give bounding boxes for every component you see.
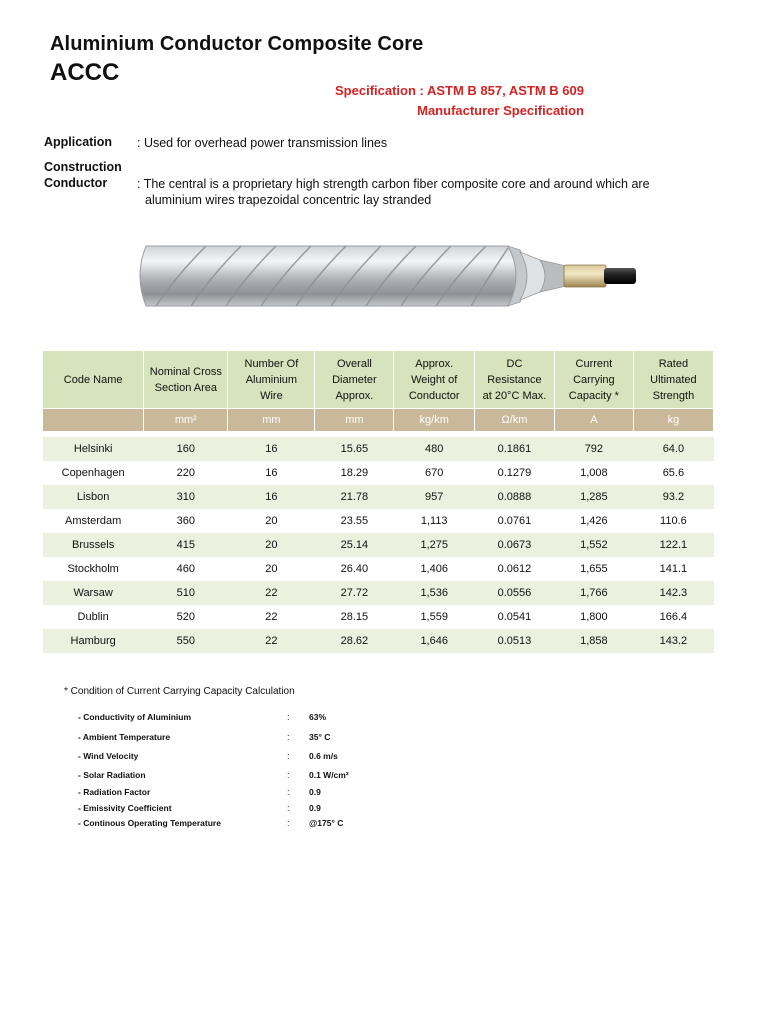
condition-separator: :	[287, 712, 290, 722]
condition-label: - Emissivity Coefficient	[78, 803, 172, 813]
table-units-row	[43, 408, 714, 431]
specification-line: Specification : ASTM B 857, ASTM B 609	[335, 83, 584, 98]
column-header-weight: Approx. Weight of Conductor	[394, 351, 475, 408]
table-row	[43, 509, 714, 533]
condition-value: 0.9	[309, 787, 321, 797]
table-row	[43, 605, 714, 629]
table-cell: 670	[394, 461, 475, 485]
condition-label: - Solar Radiation	[78, 770, 146, 780]
manufacturer-specification: Manufacturer Specification	[417, 103, 584, 118]
table-row	[43, 581, 714, 605]
condition-separator: :	[287, 770, 290, 780]
table-cell: 160	[144, 437, 228, 461]
table-cell: 520	[144, 605, 228, 629]
table-cell: 16	[228, 437, 315, 461]
table-cell: 1,008	[555, 461, 634, 485]
table-cell: 310	[144, 485, 228, 509]
table-cell: 141.1	[634, 557, 714, 581]
column-header-diameter: Overall Diameter Approx.	[315, 351, 394, 408]
table-row	[43, 437, 714, 461]
table-cell: 0.1861	[475, 437, 555, 461]
table-cell: 0.0673	[475, 533, 555, 557]
unit-cell: kg/km	[394, 408, 475, 431]
table-cell: 22	[228, 581, 315, 605]
table-cell: 0.0761	[475, 509, 555, 533]
table-cell: 1,113	[394, 509, 475, 533]
column-header-wire-count: Number Of Aluminium Wire	[228, 351, 315, 408]
table-cell: 0.0888	[475, 485, 555, 509]
table-cell: 20	[228, 509, 315, 533]
table-cell: 1,285	[555, 485, 634, 509]
column-header-rated-strength: Rated Ultimated Strength	[634, 351, 714, 408]
table-cell: 0.0556	[475, 581, 555, 605]
conductor-label: Conductor	[44, 176, 108, 190]
table-cell: 22	[228, 629, 315, 653]
table-cell: 166.4	[634, 605, 714, 629]
table-header-row	[43, 351, 714, 408]
document-subtitle: ACCC	[50, 59, 120, 86]
unit-cell: Ω/km	[475, 408, 555, 431]
table-cell: 25.14	[315, 533, 394, 557]
condition-value: 0.6 m/s	[309, 751, 338, 761]
condition-label: - Ambient Temperature	[78, 732, 171, 742]
table-cell: 110.6	[634, 509, 714, 533]
condition-value: 63%	[309, 712, 327, 722]
cable-illustration	[136, 236, 646, 316]
table-row	[43, 533, 714, 557]
table-cell: 0.0612	[475, 557, 555, 581]
table-row	[43, 485, 714, 509]
construction-label: Construction	[44, 160, 122, 174]
conductor-spec-table	[43, 351, 714, 653]
table-cell: 18.29	[315, 461, 394, 485]
application-text: : Used for overhead power transmission lines	[137, 136, 388, 150]
condition-value: 0.9	[309, 803, 321, 813]
table-cell: 0.0513	[475, 629, 555, 653]
table-cell: 21.78	[315, 485, 394, 509]
table-cell: 1,552	[555, 533, 634, 557]
column-header-cross-section: Nominal Cross Section Area	[144, 351, 228, 408]
table-cell: 792	[555, 437, 634, 461]
table-cell: 1,800	[555, 605, 634, 629]
table-cell: 0.1279	[475, 461, 555, 485]
condition-separator: :	[287, 803, 290, 813]
unit-cell: mm	[228, 408, 315, 431]
table-cell: 15.65	[315, 437, 394, 461]
table-body	[43, 431, 714, 653]
table-cell: 1,858	[555, 629, 634, 653]
table-cell: 20	[228, 557, 315, 581]
table-cell: 360	[144, 509, 228, 533]
table-cell: 64.0	[634, 437, 714, 461]
table-row	[43, 629, 714, 653]
unit-cell: mm	[315, 408, 394, 431]
table-cell: Amsterdam	[43, 509, 144, 533]
table-cell: Helsinki	[43, 437, 144, 461]
table-cell: 1,536	[394, 581, 475, 605]
unit-cell: mm²	[144, 408, 228, 431]
table-cell: 1,766	[555, 581, 634, 605]
table-cell: 142.3	[634, 581, 714, 605]
table-cell: 26.40	[315, 557, 394, 581]
unit-cell: A	[555, 408, 634, 431]
table-cell: 480	[394, 437, 475, 461]
column-header-code-name: Code Name	[43, 351, 144, 408]
table-cell: 510	[144, 581, 228, 605]
table-cell: Hamburg	[43, 629, 144, 653]
table-cell: 1,559	[394, 605, 475, 629]
condition-separator: :	[287, 818, 290, 828]
table-cell: 1,275	[394, 533, 475, 557]
table-cell: 1,655	[555, 557, 634, 581]
conductor-text-continued: aluminium wires trapezoidal concentric lay stranded	[145, 193, 432, 207]
table-cell: 415	[144, 533, 228, 557]
condition-value: @175° C	[309, 818, 344, 828]
condition-label: - Radiation Factor	[78, 787, 151, 797]
table-cell: 143.2	[634, 629, 714, 653]
table-cell: Copenhagen	[43, 461, 144, 485]
table-cell: 0.0541	[475, 605, 555, 629]
table-cell: 23.55	[315, 509, 394, 533]
table-cell: 93.2	[634, 485, 714, 509]
table-cell: 550	[144, 629, 228, 653]
table-cell: 1,406	[394, 557, 475, 581]
table-cell: 22	[228, 605, 315, 629]
table-cell: 16	[228, 485, 315, 509]
table-cell: Stockholm	[43, 557, 144, 581]
conductor-text: : The central is a proprietary high strength carbon fiber composite core and around which are	[137, 177, 650, 191]
condition-value: 35° C	[309, 732, 331, 742]
condition-value: 0.1 W/cm²	[309, 770, 349, 780]
table-cell: 957	[394, 485, 475, 509]
condition-separator: :	[287, 732, 290, 742]
table-row	[43, 461, 714, 485]
table-cell: 27.72	[315, 581, 394, 605]
table-cell: 460	[144, 557, 228, 581]
table-cell: 1,426	[555, 509, 634, 533]
condition-label: - Continous Operating Temperature	[78, 818, 221, 828]
unit-cell: kg	[634, 408, 714, 431]
condition-label: - Wind Velocity	[78, 751, 139, 761]
table-cell: 122.1	[634, 533, 714, 557]
document-title: Aluminium Conductor Composite Core	[50, 33, 424, 55]
condition-label: - Conductivity of Aluminium	[78, 712, 192, 722]
column-header-resistance: DC Resistance at 20°C Max.	[475, 351, 555, 408]
table-cell: 65.6	[634, 461, 714, 485]
condition-separator: :	[287, 751, 290, 761]
table-cell: 16	[228, 461, 315, 485]
table-cell: 1,646	[394, 629, 475, 653]
application-label: Application	[44, 135, 113, 149]
table-cell: Lisbon	[43, 485, 144, 509]
table-cell: 20	[228, 533, 315, 557]
condition-note: * Condition of Current Carrying Capacity Calculation	[64, 686, 295, 697]
unit-cell	[43, 408, 144, 431]
table-row	[43, 557, 714, 581]
table-cell: Brussels	[43, 533, 144, 557]
table-cell: 28.15	[315, 605, 394, 629]
table-cell: Dublin	[43, 605, 144, 629]
table-cell: 28.62	[315, 629, 394, 653]
column-header-current-capacity: Current Carrying Capacity *	[555, 351, 634, 408]
condition-separator: :	[287, 787, 290, 797]
table-cell: Warsaw	[43, 581, 144, 605]
table-cell: 220	[144, 461, 228, 485]
